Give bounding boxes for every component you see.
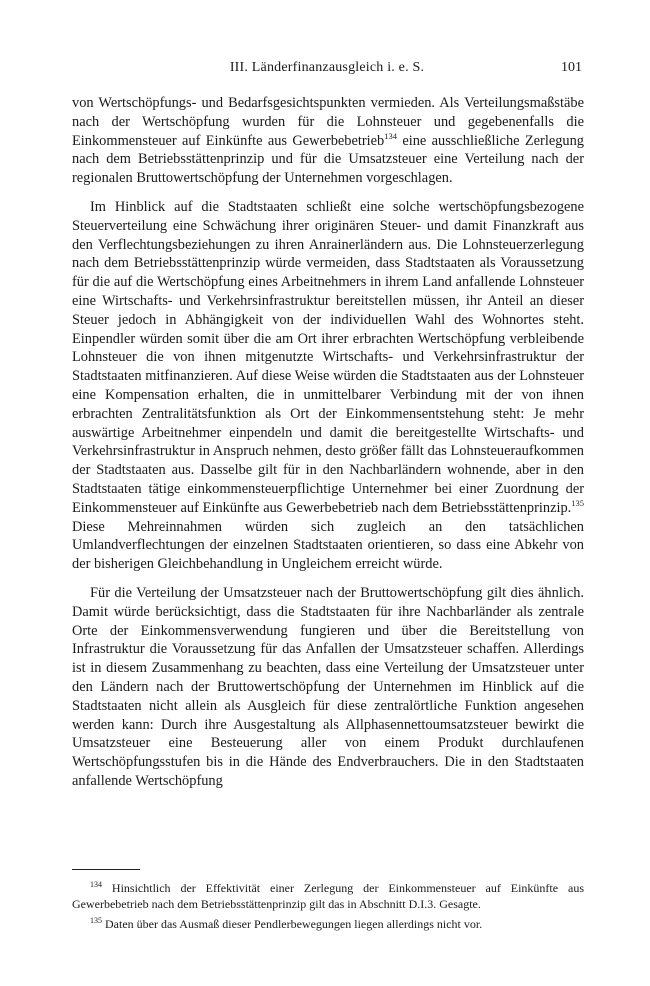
paragraph-2	[72, 198, 584, 574]
footnote-ref-134: 134	[384, 130, 397, 141]
footnote-text: Daten über das Ausmaß dieser Pendlerbewegungen liegen allerdings nicht vor.	[102, 917, 483, 931]
footnote-text: Hinsichtlich der Effektivität einer Zerlegung der Einkommensteuer auf Einkünfte aus Gewerbebetrieb nach dem Betriebsstättenprinzip gilt das in Abschnitt D.I.3. Gesagte.	[72, 881, 584, 911]
paragraph-1	[72, 94, 584, 188]
footnote-mark: 135	[90, 916, 102, 925]
body-text	[72, 94, 584, 791]
paragraph-1-text: von Wertschöpfungs- und Bedarfsgesichtspunkten vermieden. Als Verteilungsmaßstäbe nach der Wertschöpfung wurden für die Lohnsteuer und gegebenenfalls die Einkommensteuer auf Einkünfte aus Gewerbebetrieb	[72, 95, 584, 149]
page-number: 101	[561, 60, 582, 75]
footnote-ref-135: 135	[571, 497, 584, 508]
paragraph-2-text: Im Hinblick auf die Stadtstaaten schließt eine solche wertschöpfungsbezogene Steuerverteilung eine Schwächung ihrer originären Steuer- und damit Finanzkraft aus den Verflechtungsbeziehungen zu ihren Anrainerländern aus. Die Lohnsteuerzerlegung nach dem Betriebsstättenprinzip würde vermeiden, dass Stadtstaaten als Voraussetzung für die auf die Wertschöpfung eines Arbeitnehmers in ihrem Land anfallende Lohnsteuer eine Wirtschafts- und Verkehrsinfrastruktur bereitstellen müssen, ihr Anteil an dieser Steuer jedoch in Abhängigkeit von der individuellen Wahl des Wohnortes steht. Einpendler würden somit über die am Ort ihrer erbrachten Wertschöpfung verbleibende Lohnsteuer die von ihnen mitgenutzte Wirtschafts- und Verkehrsinfrastruktur der Stadtstaaten mitfinanzieren. Auf diese Weise würden die Stadtstaaten aus der Lohnsteuer eine Kompensation erhalten, die in unmittelbarer Verbindung mit der von ihnen erbrachten Zentralitätsfunktion als Ort der Einkommensentstehung steht: Je mehr auswärtige Arbeitnehmer einpendeln und damit die bereitgestellte Wirtschafts- und Verkehrsinfrastruktur in Anspruch nehmen, desto größer fällt das Lohnsteueraufkommen der Stadtstaaten aus. Dasselbe gilt für in den Nachbarländern wohnende, aber in den Stadtstaaten tätige einkommensteuerpflichtige Unternehmer bei einer Zuordnung der Einkommensteuer auf Einkünfte aus Gewerbebetrieb nach dem Betriebsstättenprinzip.	[72, 198, 584, 516]
paragraph-1-text-cont: eine ausschließliche Zerlegung nach dem Betriebsstättenprinzip und für die Umsatzsteuer eine Verteilung nach der regionalen Bruttowertschöpfung der Unternehmen vorgeschlagen.	[72, 132, 584, 187]
footnotes	[72, 880, 584, 932]
footnote-separator	[72, 869, 140, 870]
footnote-mark: 134	[90, 880, 102, 889]
footnote-135	[72, 916, 584, 932]
paragraph-3	[72, 584, 584, 791]
paragraph-2-text-cont: Diese Mehreinnahmen würden sich zugleich an den tatsächlichen Umlandverflechtungen der einzelnen Stadtstaaten orientieren, so dass eine Abkehr von der bisherigen Gleichbehandlung in Ungleichem erreicht würde.	[72, 518, 584, 573]
paragraph-3-text: Für die Verteilung der Umsatzsteuer nach der Bruttowertschöpfung gilt dies ähnlich. Damit würde berücksichtigt, dass die Stadtstaaten für ihre Nachbarländer als zentrale Orte der Einkommensverwendung fungieren und über die Bereitstellung von Infrastruktur die Voraussetzung für das Anfallen der Umsatzsteuer schaffen. Allerdings ist in diesem Zusammenhang zu beachten, dass eine Verteilung der Umsatzsteuer unter den Ländern nach der Bruttowertschöpfung der Unternehmen im Hinblick auf die Stadtstaaten nicht allein als Ausgleich für diese zentralörtliche Funktion angesehen werden kann: Durch ihre Ausgestaltung als Allphasennettoumsatzsteuer bewirkt die Umsatzsteuer eine Besteuerung aller von einem Produkt durchlaufenen Wertschöpfungsstufen bis in die Hände des Endverbrauchers. Die in den Stadtstaaten anfallende Wertschöpfung	[72, 584, 584, 789]
running-head-title: III. Länderfinanzausgleich i. e. S.	[229, 60, 425, 75]
running-head	[72, 60, 582, 80]
footnote-134	[72, 880, 584, 912]
